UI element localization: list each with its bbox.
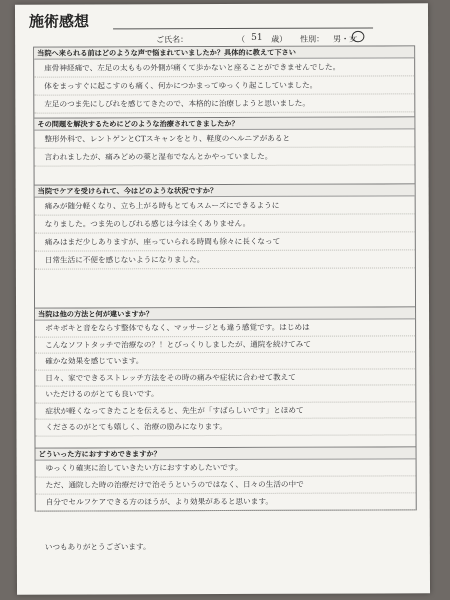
gender-options: 男・女 <box>333 34 358 44</box>
section-before-visit <box>34 46 414 117</box>
age-suffix: 歳） <box>271 34 288 44</box>
answer-line: なりました。つま先のしびれる感じは今は全くありません。 <box>35 214 415 233</box>
answer-line: ただ、通院した時の治療だけで治そうというのではなく、日々の生活の中で <box>36 476 416 494</box>
gender-selected-circle-icon <box>351 30 365 44</box>
answer-line: こんなソフトタッチで治療なの？！とびっくりしましたが、通院を続けてみて <box>35 336 415 354</box>
form-header <box>15 3 428 44</box>
age-open-paren: （ <box>237 34 246 44</box>
answer-line: 日常生活に不便を感じないようになりました。 <box>35 250 415 269</box>
answer-line: ボキボキと音をならす整体でもなく、マッサージとも違う感覚です。はじめは <box>35 319 415 337</box>
answer-line: くださるのがとても嬉しく、治療の励みになります。 <box>35 418 415 436</box>
answer-area <box>34 58 414 117</box>
question-label: どういった方におすすめできますか？ <box>36 447 416 460</box>
gender-label: 性別： <box>300 34 325 44</box>
thank-you-note: いつもありがとうございます。 <box>44 542 151 552</box>
section-previous-treatment <box>34 116 414 184</box>
name-underline <box>113 27 373 29</box>
name-label: ご氏名： <box>156 35 189 45</box>
section-difference <box>35 306 415 447</box>
answer-line: 言われましたが、痛みどめの薬と湿布でなんとかやっていました。 <box>34 147 414 166</box>
answer-line: 左足のつま先にしびれを感じてきたので、本格的に治療しようと思いました。 <box>34 94 414 113</box>
answer-line: 症状が軽くなってきたことを伝えると、先生が「すばらしいです」とほめて <box>35 402 415 420</box>
answer-area <box>35 319 415 447</box>
question-label: 当院でケアを受けられて、今はどのような状況ですか？ <box>35 184 415 197</box>
answer-area <box>35 196 415 307</box>
section-recommendation <box>36 446 416 510</box>
feedback-form-sheet <box>15 3 430 594</box>
answer-line: 痛みはまだ少しありますが、座っていられる時間も徐々に長くなって <box>35 232 415 251</box>
answer-area <box>34 129 414 184</box>
questionnaire-table <box>33 45 417 511</box>
question-label: その問題を解決するためにどのような治療されてきましたか？ <box>34 117 414 130</box>
form-title: 施術感想 <box>28 12 90 31</box>
question-label: 当院は他の方法と何が違いますか？ <box>35 307 415 320</box>
answer-line: 自分でセルフケアできる方のほうが、より効果があると思います。 <box>36 493 416 511</box>
age-value: 51 <box>251 32 263 43</box>
answer-line: いただけるのがとても良いです。 <box>35 385 415 403</box>
answer-line: 痛みが随分軽くなり、立ち上がる時もとてもスムーズにできるように <box>35 196 415 215</box>
answer-area <box>36 459 416 510</box>
answer-line: 整形外科で、レントゲンとCTスキャンをとり、軽度のヘルニアがあると <box>34 129 414 148</box>
answer-line: 体をまっすぐに起こすのも痛く、何かにつかまってゆっくり起こしていました。 <box>34 76 414 95</box>
answer-line: 確かな効果を感じています。 <box>35 352 415 370</box>
question-label: 当院へ来られる前はどのような声で悩まれていましたか？具体的に教えて下さい <box>34 46 414 59</box>
section-current-condition <box>35 183 415 307</box>
answer-line: 日々、家でできるストレッチ方法をその時の痛みや症状に合わせて教えて <box>35 369 415 387</box>
answer-line: 座骨神経痛で、左足の太ももの外側が痛くて歩かないと座ることができませんでした。 <box>34 58 414 77</box>
answer-line: ゆっくり確実に治していきたい方におすすめしたいです。 <box>36 459 416 477</box>
